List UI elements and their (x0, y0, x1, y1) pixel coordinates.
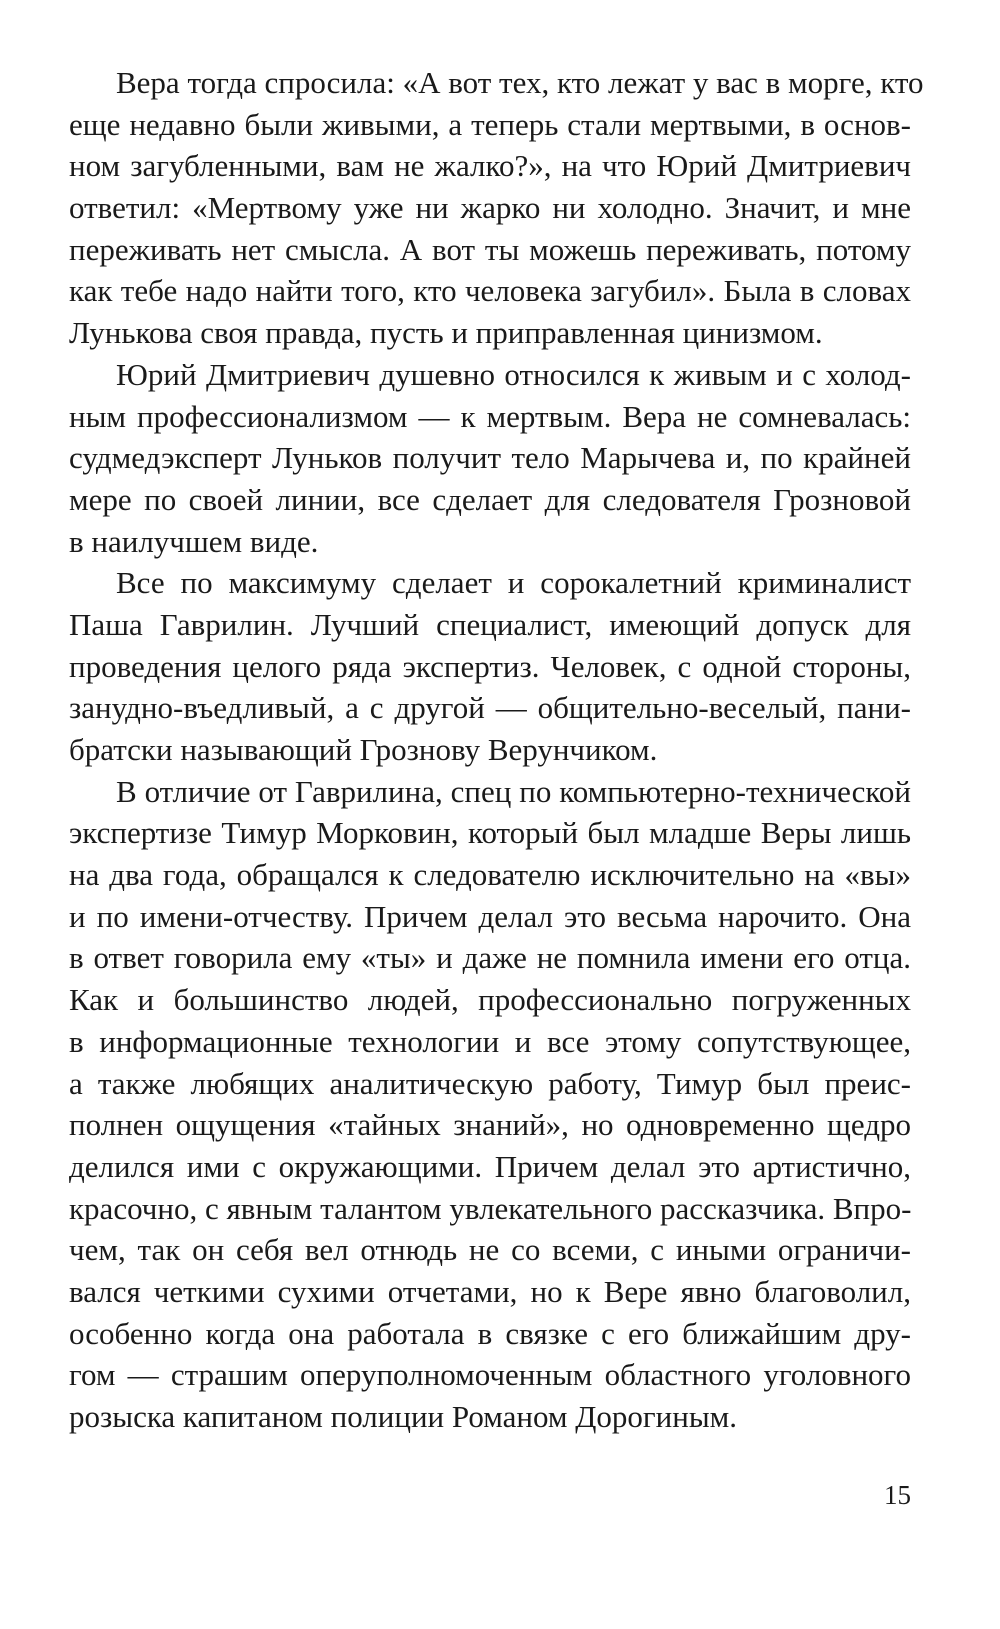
text-line: особенно когда она работала в связке с его ближайшим дру- (69, 1315, 911, 1351)
text-line: вался четкими сухими отчетами, но к Вере явно благоволил, (69, 1273, 911, 1309)
body-text (69, 62, 924, 1438)
text-line: В отличие от Гаврилина, спец по компьютерно-технической (116, 773, 911, 809)
text-line: а также любящих аналитическую работу, Тимур был преис- (69, 1065, 911, 1101)
text-line: проведения целого ряда экспертиз. Человек, с одной стороны, (69, 648, 911, 684)
paragraph-3 (69, 562, 911, 770)
paragraph-1 (69, 62, 924, 354)
text-line: гом — страшим оперуполномоченным областного уголовного (69, 1357, 911, 1393)
text-line: Вера тогда спросила: «А вот тех, кто лежат у вас в морге, кто (116, 65, 924, 100)
paragraph-4 (69, 771, 911, 1438)
text-line: Как и большинство людей, профессионально погруженных (69, 982, 911, 1018)
text-line: экспертизе Тимур Морковин, который был младше Веры лишь (69, 815, 911, 851)
paragraph-2 (69, 354, 911, 562)
text-line: в ответ говорила ему «ты» и даже не помнила имени его отца. (69, 940, 911, 976)
text-line: чем, так он себя вел отнюдь не со всеми, с иными ограничи- (69, 1232, 911, 1268)
text-line: судмедэксперт Луньков получит тело Марычева и, по крайней (69, 440, 911, 476)
text-line: ответил: «Мертвому уже ни жарко ни холодно. Значит, и мне (69, 190, 911, 226)
text-line: мере по своей линии, все сделает для следователя Грозновой (69, 481, 911, 517)
text-line: ным профессионализмом — к мертвым. Вера не сомневалась: (69, 398, 911, 434)
text-line: Лунькова своя правда, пусть и приправленная цинизмом. (69, 315, 823, 351)
text-line: в наилучшем виде. (69, 523, 319, 559)
text-line: полнен ощущения «тайных знаний», но одновременно щедро (69, 1107, 911, 1143)
text-line: красочно, с явным талантом увлекательного рассказчика. Впро- (69, 1190, 912, 1226)
text-line: розыска капитаном полиции Романом Дорогиным. (69, 1399, 738, 1434)
text-line: в информационные технологии и все этому сопутствующее, (69, 1023, 911, 1059)
text-line: братски называющий Грознову Верунчиком. (69, 732, 658, 767)
text-line: на два года, обращался к следователю исключительно на «вы» (69, 857, 911, 893)
text-line: Юрий Дмитриевич душевно относился к живым и с холод- (116, 356, 911, 392)
page-number: 15 (884, 1480, 911, 1510)
text-line: еще недавно были живыми, а теперь стали мертвыми, в основ- (69, 106, 911, 142)
text-line: ном загубленными, вам не жалко?», на что Юрий Дмитриевич (69, 148, 911, 184)
text-line: как тебе надо найти того, кто человека загубил». Была в словах (69, 273, 911, 309)
text-line: занудно-въедливый, а с другой — общительно-веселый, пани- (69, 690, 911, 726)
text-line: и по имени-отчеству. Причем делал это весьма нарочито. Она (69, 898, 911, 934)
text-line: Паша Гаврилин. Лучший специалист, имеющий допуск для (69, 606, 911, 642)
text-line: делился ими с окружающими. Причем делал это артистично, (69, 1148, 911, 1184)
text-line: переживать нет смысла. А вот ты можешь переживать, потому (69, 231, 911, 267)
text-line: Все по максимуму сделает и сорокалетний криминалист (116, 565, 911, 601)
